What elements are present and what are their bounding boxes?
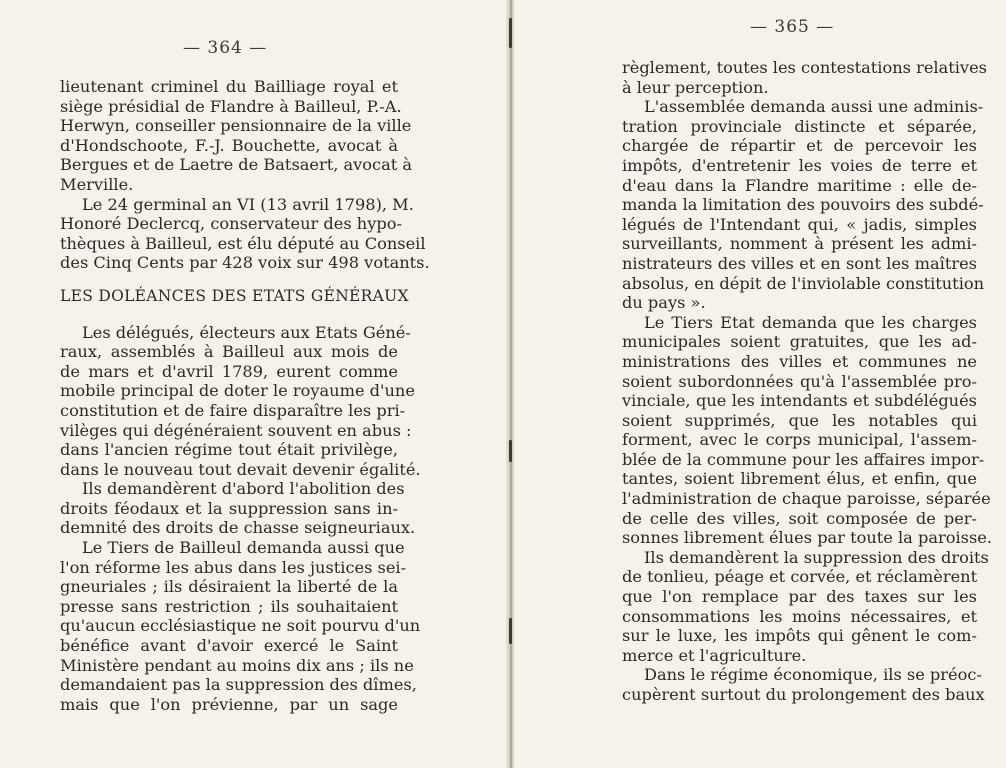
text-line: ministrations des villes et communes ne [622,351,977,371]
text-line: Dans le régime économique, ils se préoc- [644,665,982,685]
text-line: mobile principal de doter le royaume d'une [60,381,415,401]
paragraph [60,538,421,714]
text-line: thèques à Bailleul, est élu député au Conseil [60,233,426,253]
text-line: lieutenant criminel du Bailliage royal et [60,77,398,96]
text-line: municipales soient gratuites, que les ad- [622,332,977,352]
text-line: consommations les moins nécessaires, et [622,606,977,626]
text-line: forment, avec le corps municipal, l'assem- [622,430,977,450]
text-line: qu'aucun ecclésiastique ne soit pourvu d'un [60,616,421,636]
text-line: demnité des droits de chasse seigneuriaux. [60,518,416,538]
text-line: vilèges qui dégénéraient souvent en abus : [60,420,412,440]
paragraph [60,322,421,480]
text-line: que l'on remplace par des taxes sur les [622,587,977,607]
text-line: d'Hondschoote, F.-J. Bouchette, avocat à [60,135,398,155]
right-page [514,0,1006,768]
text-line: absolus, en dépit de l'inviolable constitution [622,273,985,293]
paragraph [622,58,987,97]
text-line: droits féodaux et la suppression sans in- [60,498,398,518]
text-line: soient subordonnées qu'à l'assemblée pro- [622,371,977,391]
text-line: sur le luxe, les impôts qui gênent le com- [622,626,977,646]
text-line: Le Tiers Etat demanda que les charges [644,312,977,332]
text-line: demandaient pas la suppression des dîmes, [60,675,417,695]
text-line: Le Tiers de Bailleul demanda aussi que [82,538,405,558]
text-line: surveillants, nomment à présent les admi- [622,234,977,254]
paragraph [60,77,413,195]
text-line: de tonlieu, péage et corvée, et réclamèrent [622,567,978,587]
text-line: blée de la commune pour les affaires impor- [622,449,985,469]
binding-mark [509,440,512,462]
text-line: l'administration de chaque paroisse, séparée [622,489,991,509]
text-line: dans le nouveau tout devait devenir égalité. [60,459,421,479]
text-line: siège présidial de Flandre à Bailleul, P.-A. [60,96,402,116]
text-line: vinciale, que les intendants et subdélégués [622,391,977,411]
text-line: gneuriales ; ils désiraient la liberté de la [60,577,398,597]
text-line: sonnes librement élues par toute la paroisse. [622,528,992,548]
paragraph [60,479,416,538]
text-line: nistrateurs des villes et en sont les maîtres [622,253,977,273]
text-line: du pays ». [622,293,706,313]
section-title: LES DOLÉANCES DES ETATS GÉNÉRAUX [60,286,409,305]
text-line: soient supprimés, que les notables qui [622,410,977,430]
text-line: d'eau dans la Flandre maritime : elle de- [622,175,977,195]
text-line: Bergues et de Laetre de Batsaert, avocat à [60,155,413,175]
binding-mark [509,618,512,644]
text-line: Ministère pendant au moins dix ans ; ils ne [60,655,414,675]
text-line: tration provinciale distincte et séparée, [622,116,977,136]
paragraph [622,547,989,666]
text-line: Ils demandèrent la suppression des droits [644,547,989,567]
text-line: de mars et d'avril 1789, eurent comme [60,361,398,381]
text-line: L'assemblée demanda aussi une adminis- [644,97,984,117]
paragraph [622,312,992,548]
text-line: merce et l'agriculture. [622,645,807,665]
text-line: bénéfice avant d'avoir exercé le Saint [60,636,398,656]
text-line: chargée de répartir et de percevoir les [622,136,977,156]
page-number: — 365 — [750,17,835,37]
text-line: Herwyn, conseiller pensionnaire de la ville [60,116,412,136]
text-line: constitution et de faire disparaître les pri- [60,400,406,420]
text-line: Honoré Declercq, conservateur des hypo- [60,214,402,234]
paragraph [622,665,985,704]
text-line: Merville. [60,174,134,194]
text-line: Les délégués, électeurs aux Etats Géné- [82,322,411,342]
text-line: de celle des villes, soit composée de per- [622,508,977,528]
binding-mark [509,18,512,48]
text-line: manda la limitation des pouvoirs des subdé- [622,195,984,215]
text-line: dans l'ancien régime tout était privilège, [60,440,398,460]
page-text [60,77,430,714]
paragraph [60,194,430,273]
text-line: Le 24 germinal an VI (13 avril 1798), M. [82,194,414,214]
text-line: Ils demandèrent d'abord l'abolition des [82,479,405,499]
page-text [622,58,992,705]
text-line: à leur perception. [622,77,769,97]
text-line: presse sans restriction ; ils souhaitaient [60,596,398,616]
text-line: l'on réforme les abus dans les justices sei- [60,557,407,577]
text-line: impôts, d'entretenir les voies de terre et [622,155,977,175]
text-line: des Cinq Cents par 428 voix sur 498 votants. [60,253,430,273]
text-line: mais que l'on prévienne, par un sage [60,694,398,714]
text-line: règlement, toutes les contestations relatives [622,58,987,77]
text-line: tantes, soient librement élus, et enfin, que [622,469,977,489]
paragraph [622,97,985,313]
text-line: cupèrent surtout du prolongement des baux [622,685,985,704]
text-line: raux, assemblés à Bailleul aux mois de [60,342,398,362]
text-line: légués de l'Intendant qui, « jadis, simples [622,214,977,234]
page-number: — 364 — [183,38,268,58]
